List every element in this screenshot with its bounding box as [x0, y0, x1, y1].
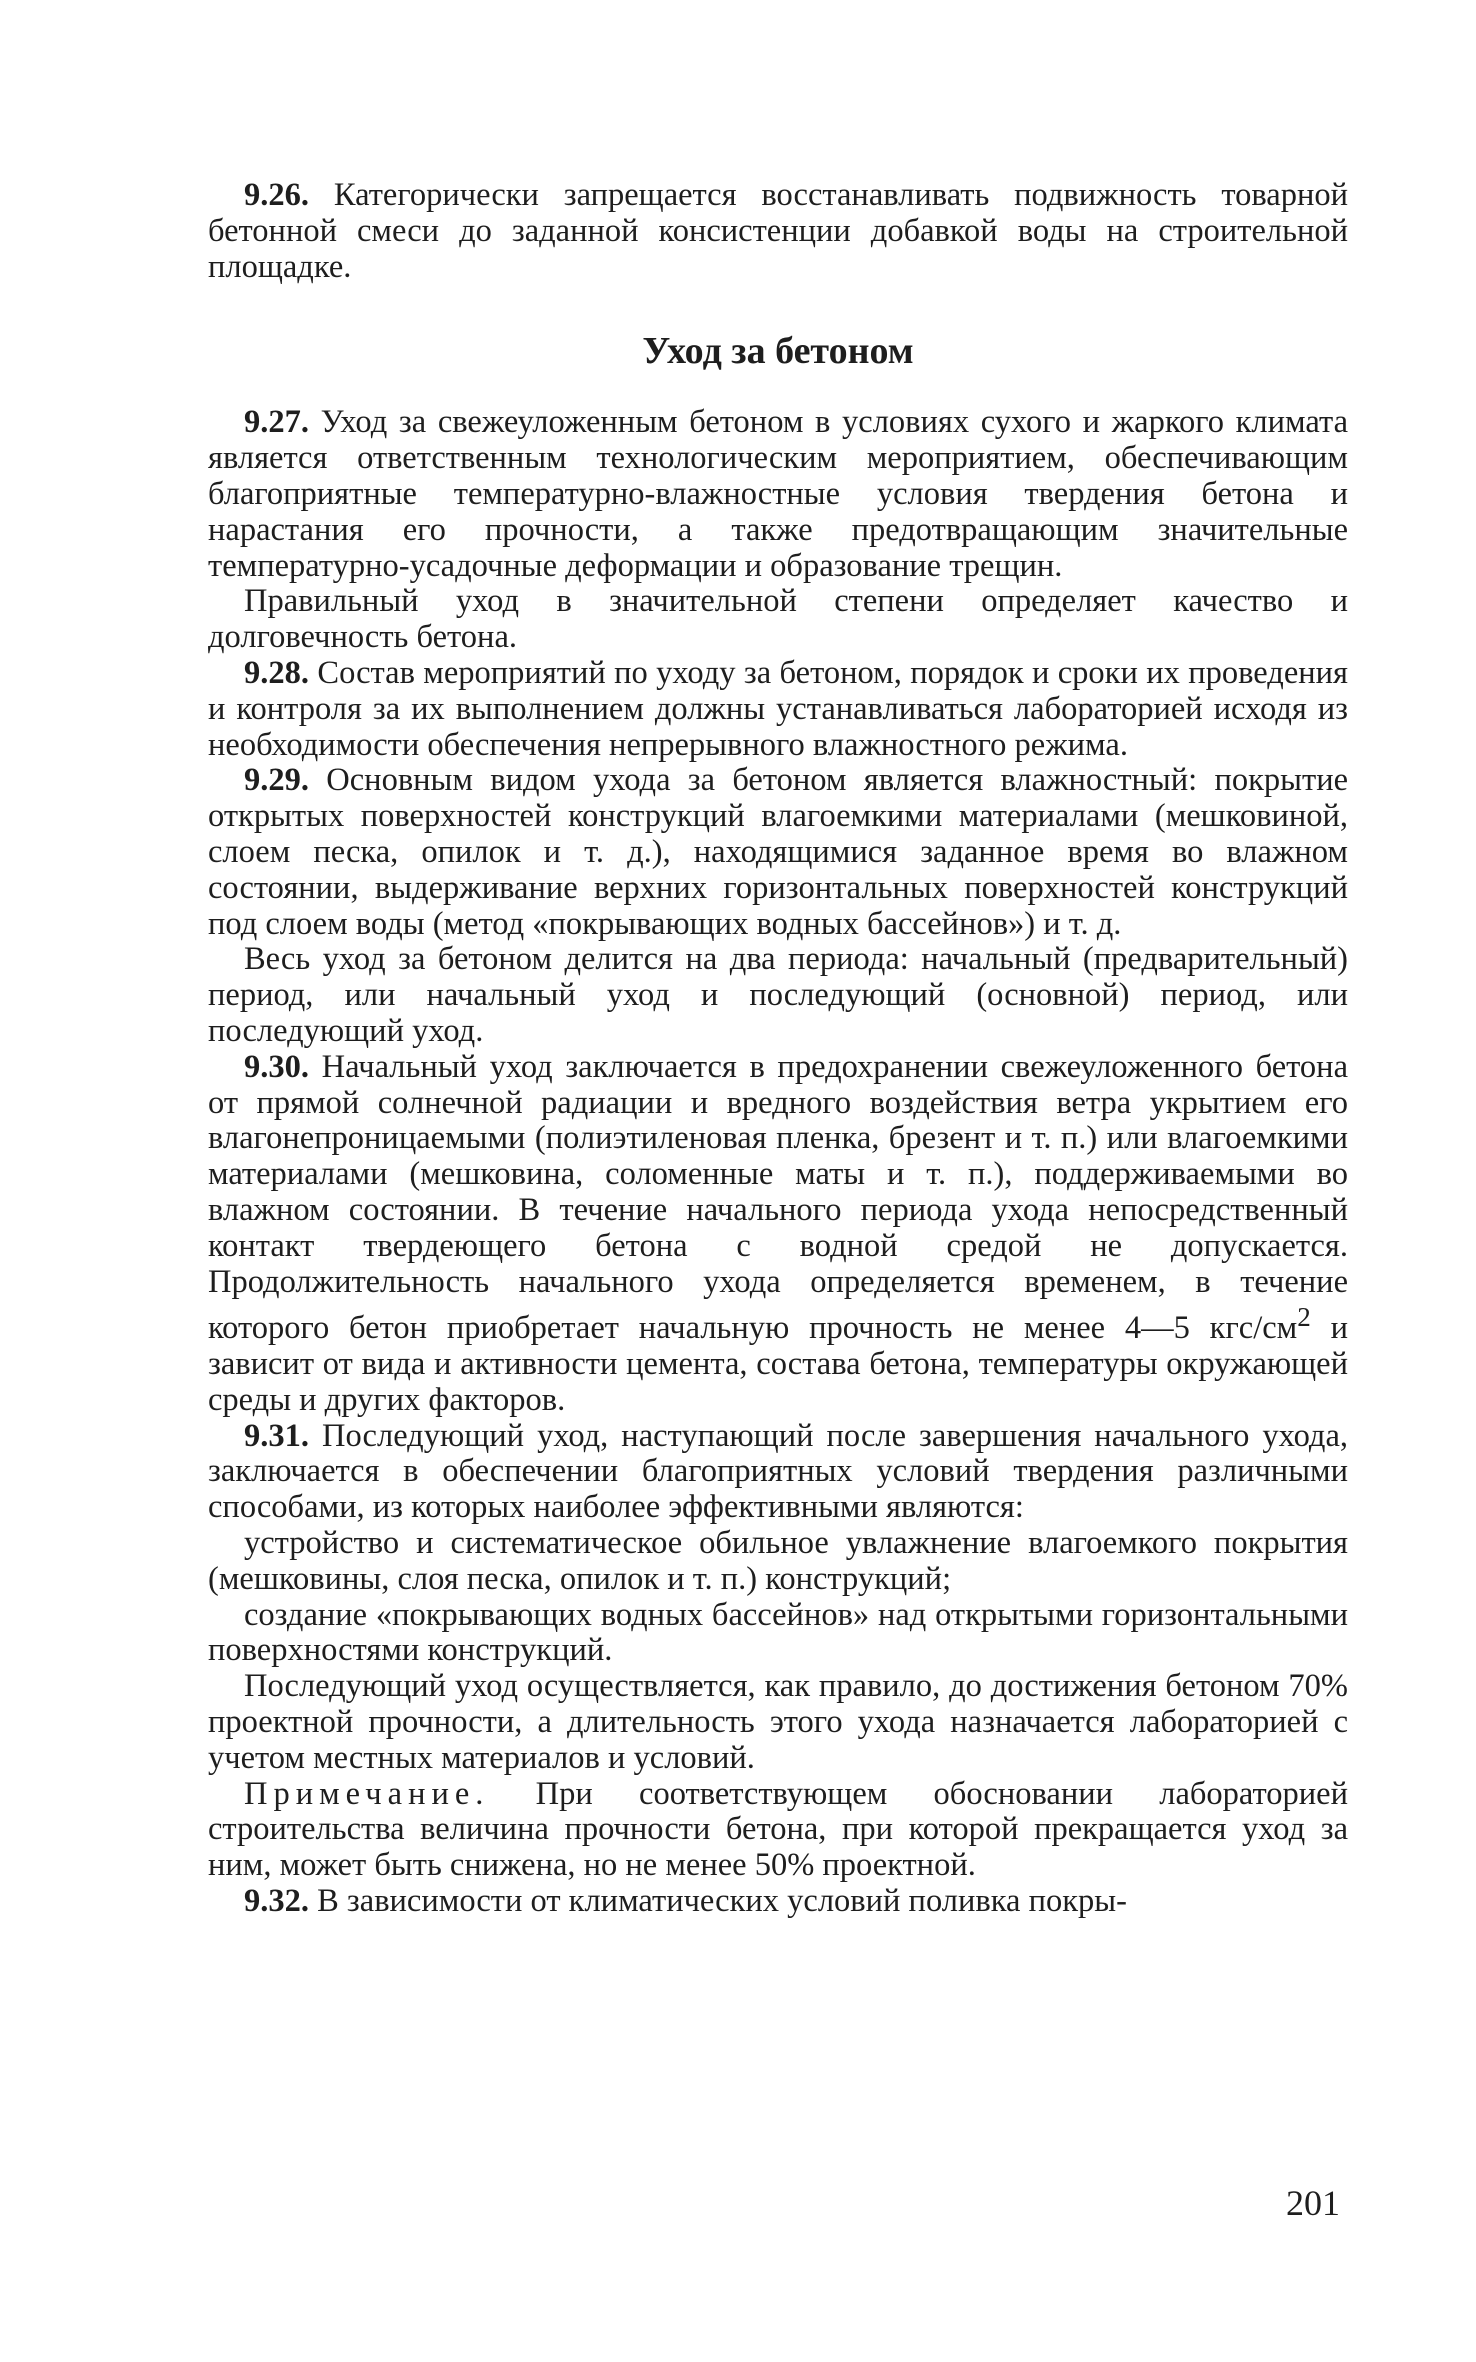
note-label: Примечание.	[244, 1775, 490, 1812]
note: Примечание. При соответствующем обосновании лабораторией строительства величина прочности бетона, при которой прекращается уход за ним, может быть снижена, но не менее 50% проектной.	[208, 1775, 1348, 1884]
paragraph-9-30: 9.30. Начальный уход заключается в предохранении свежеуложенного бетона от прямой солнечной радиации и вредного воздействия ветра укрытием его влагонепроницаемыми (полиэтиленовая пленка, брезент и т. п.) или влагоемкими материалами (мешковина, соломенные маты и т. п.), поддерживаемыми во влажном состоянии. В течение начального периода ухода непосредственный контакт твердеющего бетона с водной средой не допускается. Продолжительность начального ухода определяется временем, в течение которого бетон приобретает начальную прочность не менее 4—5 кгс/$см^2$ и зависит от вида и активности цемента, состава бетона, температуры окружающей среды и других факторов.	[208, 1048, 1349, 1418]
clause-number: 9.26.	[244, 177, 309, 213]
clause-number: 9.31.	[244, 1417, 309, 1454]
paragraph-9-29: 9.29. Основным видом ухода за бетоном является влажностный: покрытие открытых поверхностей конструкций влагоемкими материалами (мешковиной, слоем песка, опилок и т. д.), находящимися заданное время во влажном состоянии, выдерживание верхних горизонтальных поверхностей конструкций под слоем воды (метод «покрывающих водных бассейнов») и т. д.	[208, 762, 1349, 942]
clause-number: 9.28.	[244, 654, 309, 691]
paragraph-9-27-continued: Правильный уход в значительной степени определяет качество и долговечность бетона.	[208, 583, 1348, 656]
clause-number: 9.29.	[244, 762, 309, 799]
paragraph-9-31-continued: Последующий уход осуществляется, как правило, до достижения бетоном 70% проектной прочности, а длительность этого ухода назначается лабораторией с учетом местных материалов и условий.	[208, 1668, 1348, 1776]
list-item: устройство и систематическое обильное увлажнение влагоемкого покрытия (мешковины, слоя песка, опилок и т. п.) конструкций;	[208, 1524, 1348, 1597]
list-item: создание «покрывающих водных бассейнов» над открытыми горизонтальными поверхностями конструкций.	[208, 1596, 1348, 1669]
superscript: 2	[1297, 1302, 1311, 1333]
clause-number: 9.27.	[244, 404, 309, 441]
paragraph-9-27: 9.27. Уход за свежеуложенным бетоном в условиях сухого и жаркого климата является ответственным технологическим мероприятием, обеспечивающим благоприятные температурно-влажностные условия твердения бетона и нарастания его прочности, а также предотвращающим значительные температурно-усадочные деформации и образование трещин.	[208, 404, 1349, 584]
clause-number: 9.30.	[244, 1048, 309, 1085]
clause-number: 9.32.	[244, 1882, 309, 1919]
section-heading: Уход за бетоном	[642, 330, 914, 373]
paragraph-9-29-continued: Весь уход за бетоном делится на два периода: начальный (предварительный) период, или начальный уход и последующий (основной) период, или последующий уход.	[208, 941, 1348, 1049]
page-body	[208, 178, 1348, 1920]
paragraph-9-26: 9.26. Категорически запрещается восстанавливать подвижность товарной бетонной смеси до заданной консистенции добавкой воды на строительной площадке.	[208, 177, 1349, 285]
page-number: 201	[1286, 2183, 1340, 2223]
paragraph-9-32: 9.32. В зависимости от климатических условий поливка покры-	[244, 1882, 1127, 1919]
paragraph-9-28: 9.28. Состав мероприятий по уходу за бетоном, порядок и сроки их проведения и контроля за их выполнением должны устанавливаться лабораторией исходя из необходимости обеспечения непрерывного влажностного режима.	[208, 654, 1349, 763]
paragraph-9-31: 9.31. Последующий уход, наступающий после завершения начального ухода, заключается в обеспечении благоприятных условий твердения различными способами, из которых наиболее эффективными являются:	[208, 1417, 1348, 1526]
